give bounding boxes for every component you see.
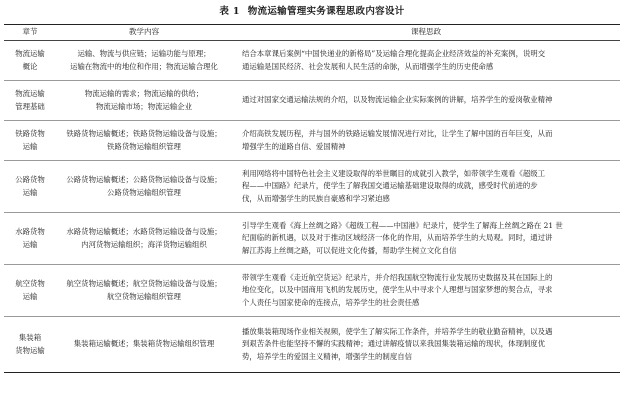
- chapter-line: 物流运输: [15, 49, 45, 58]
- chapter-cell: [4, 161, 56, 213]
- ideological-cell: [232, 161, 620, 213]
- course-design-table: [4, 24, 620, 373]
- chapter-line: 公路货物: [15, 175, 45, 184]
- ideological-line: 通过对国家交通运输法规的介绍，以及物流运输企业实际案例的讲解，培养学生的爱岗敬业精神: [242, 95, 553, 105]
- chapter-cell: [4, 121, 56, 161]
- chapter-cell: [4, 81, 56, 121]
- ideological-line: 伐，从而增强学生的民族自豪感和学习紧迫感: [242, 193, 390, 203]
- teaching-cell: [56, 213, 232, 265]
- teaching-line: 水路货物运输概述；水路货物运输设备与设施；: [66, 227, 222, 236]
- teaching-line: 物流运输市场；物流运输企业: [95, 101, 193, 111]
- teaching-cell: [56, 161, 232, 213]
- chapter-line: 航空货物: [15, 279, 45, 288]
- header-chapter: 章节: [22, 27, 38, 37]
- chapter-line: 概论: [22, 61, 38, 71]
- table-row: [4, 121, 620, 161]
- teaching-line: 物流运输的需求；物流运输的供给；: [84, 89, 204, 98]
- chapter-line: 物流运输: [15, 89, 45, 98]
- ideological-cell: [232, 81, 620, 121]
- table-header-row: [4, 25, 620, 41]
- teaching-line: 运输、物流与供应链；运输功能与原理；: [77, 49, 211, 58]
- teaching-line: 铁路货物运输组织管理: [107, 141, 181, 151]
- ideological-line: 纪面临的新机遇，以及对于推动区域经济一体化的作用，从而培养学生的大局观。同时，通过讲: [242, 233, 553, 243]
- teaching-cell: [56, 81, 232, 121]
- table-row: [4, 265, 620, 317]
- ideological-cell: [232, 317, 620, 373]
- chapter-line: 运输: [22, 239, 38, 249]
- ideological-line: 结合本章课后案例“中国快递业的新格局”及运输合理化提高企业经济效益的补充案例，说明交: [242, 49, 546, 58]
- ideological-cell: [232, 41, 620, 81]
- chapter-line: 集装箱: [18, 333, 42, 342]
- ideological-line: 地位变化，以及中国商用飞机的发展历史，使学生从中寻求个人理想与国家梦想的契合点，寻求: [242, 285, 553, 295]
- chapter-line: 运输: [22, 187, 38, 197]
- teaching-line: 集装箱运输概述；集装箱货物运输组织管理: [73, 339, 215, 349]
- header-ideological-content: 课程思政: [410, 27, 442, 37]
- table-title: 物流运输管理实务课程思政内容设计: [247, 6, 405, 17]
- teaching-line: 铁路货物运输概述；铁路货物运输设备与设施；: [66, 129, 222, 138]
- ideological-cell: [232, 213, 620, 265]
- chapter-cell: [4, 265, 56, 317]
- chapter-line: 管理基础: [15, 101, 45, 111]
- ideological-line: 解江苏海上丝绸之路，可以促进文化传播，帮助学生树立文化自信: [242, 245, 457, 255]
- teaching-line: 公路货物运输概述；公路货物运输设备与设施；: [66, 175, 222, 184]
- chapter-line: 水路货物: [15, 227, 45, 236]
- teaching-cell: [56, 317, 232, 373]
- ideological-line: 程——中国路》纪录片，使学生了解我国交通运输基础建设取得的成就，感受时代前进的步: [242, 181, 538, 191]
- teaching-line: 内河货物运输组织；海洋货物运输组织: [81, 239, 207, 249]
- header-teaching-content: 教学内容: [128, 27, 160, 37]
- ideological-line: 通运输是国民经济、社会发展和人民生活的命脉，从而增强学生的历史使命感: [242, 61, 494, 71]
- chapter-cell: [4, 317, 56, 373]
- ideological-line: 带领学生观看《走近航空货运》纪录片，并介绍我国航空物流行业发展历史数据及其在国际上的: [242, 272, 553, 282]
- chapter-line: 运输: [22, 141, 38, 151]
- chapter-cell: [4, 41, 56, 81]
- teaching-line: 公路货物运输组织管理: [107, 187, 181, 197]
- chapter-cell: [4, 213, 56, 265]
- table-caption: [4, 0, 620, 24]
- table-row: [4, 317, 620, 373]
- table-row: [4, 41, 620, 81]
- ideological-line: 增强学生的道路自信、爱国精神: [242, 141, 346, 151]
- ideological-line: 利用网络将中国特色社会主义建设取得的举世瞩目的成就引入教学，如带领学生观看《超级工: [242, 168, 546, 178]
- ideological-line: 介绍高铁发展历程，并与国外的铁路运输发展情况进行对比，让学生了解中国的百年巨变，从而: [242, 129, 553, 138]
- ideological-line: 个人责任与国家使命的连接点，培养学生的社会责任感: [242, 297, 420, 307]
- chapter-line: 货物运输: [15, 345, 45, 355]
- ideological-line: 到艰苦条件也能坚持不懈的实践精神；通过讲解疫情以来我国集装箱运输的现状，体现制度优: [242, 339, 546, 349]
- table-row: [4, 81, 620, 121]
- table-row: [4, 213, 620, 265]
- table-number: 表 1: [219, 6, 240, 17]
- teaching-cell: [56, 41, 232, 81]
- teaching-cell: [56, 265, 232, 317]
- ideological-line: 势，培养学生的爱国主义精神，增强学生的制度自信: [242, 351, 412, 361]
- ideological-cell: [232, 265, 620, 317]
- teaching-line: 航空货物运输组织管理: [107, 291, 181, 301]
- teaching-line: 航空货物运输概述；航空货物运输设备与设施；: [66, 279, 222, 288]
- table-row: [4, 161, 620, 213]
- teaching-line: 运输在物流中的地位和作用；物流运输合理化: [70, 61, 218, 71]
- ideological-line: 播放集装箱现场作业相关视频，使学生了解实际工作条件，并培养学生的敬业勤奋精神，以及遇: [242, 326, 553, 336]
- teaching-cell: [56, 121, 232, 161]
- ideological-cell: [232, 121, 620, 161]
- ideological-line: 引导学生观看《海上丝绸之路》《超级工程——中国港》纪录片，使学生了解海上丝绸之路在 21 世: [242, 220, 563, 230]
- chapter-line: 运输: [22, 291, 38, 301]
- chapter-line: 铁路货物: [15, 129, 45, 138]
